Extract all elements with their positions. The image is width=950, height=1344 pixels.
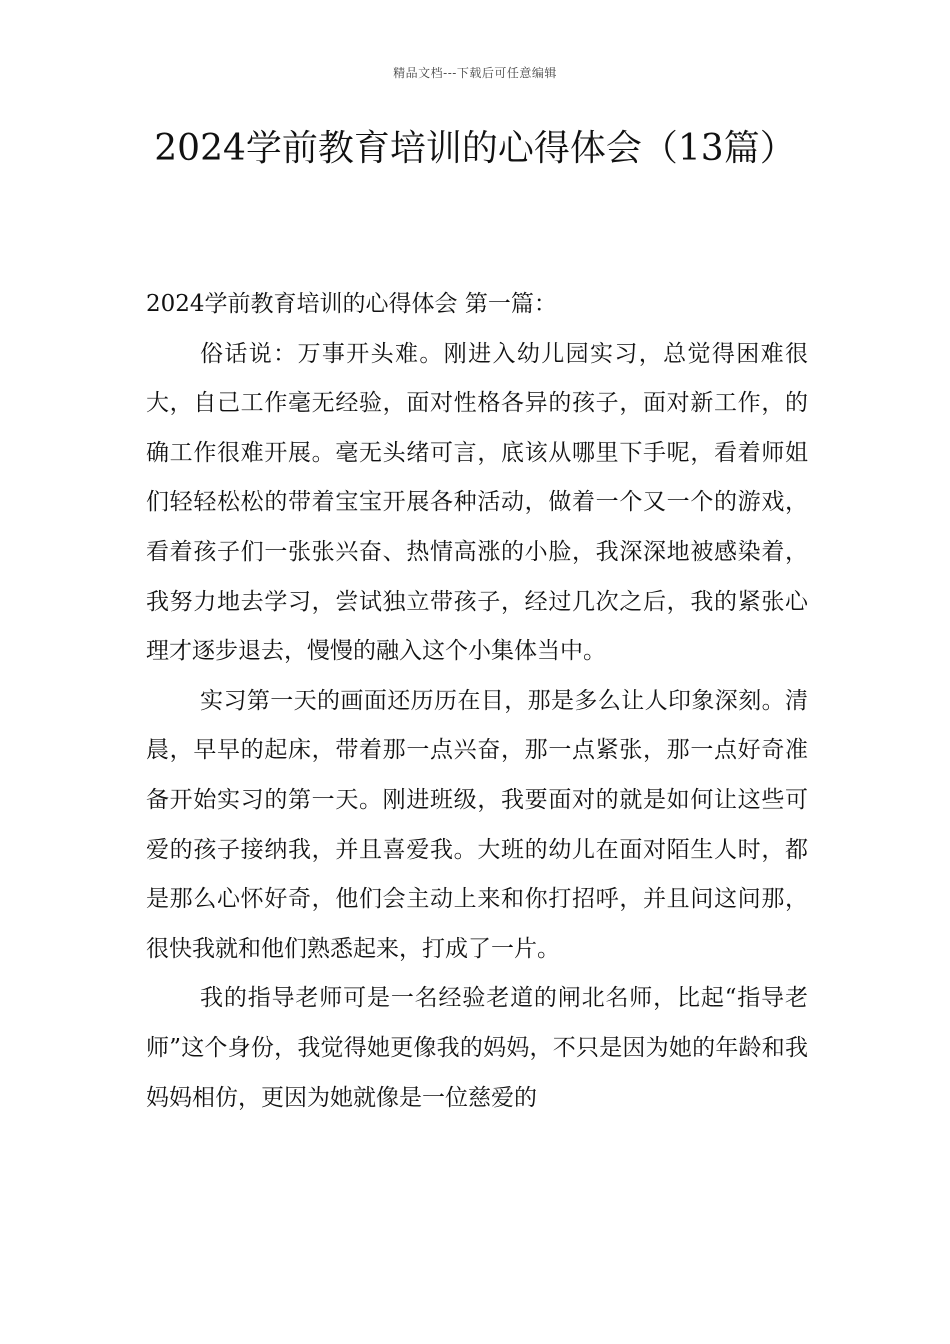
body-paragraph: 我的指导老师可是一名经验老道的闸北名师，比起“指导老师”这个身份，我觉得她更像我的妈妈，不只是因为她的年龄和我妈妈相仿，更因为她就像是一位慈爱的 bbox=[146, 985, 808, 1111]
document-body bbox=[146, 280, 808, 1123]
page-header-note: 精品文档---下载后可任意编辑 bbox=[393, 66, 557, 80]
body-paragraph: 实习第一天的画面还历历在目，那是多么让人印象深刻。清晨，早早的起床，带着那一点兴奋，那一点紧张，那一点好奇准备开始实习的第一天。刚进班级，我要面对的就是如何让这些可爱的孩子接纳我，并且喜爱我。大班的幼儿在面对陌生人时，都是那么心怀好奇，他们会主动上来和你打招呼，并且问这问那，很快我就和他们熟悉起来，打成了一片。 bbox=[146, 687, 808, 962]
body-paragraph: 俗话说：万事开头难。刚进入幼儿园实习，总觉得困难很大，自己工作毫无经验，面对性格各异的孩子，面对新工作，的确工作很难开展。毫无头绪可言，底该从哪里下手呢，看着师姐们轻轻松松的带着宝宝开展各种活动，做着一个又一个的游戏，看着孩子们一张张兴奋、热情高涨的小脸，我深深地被感染着，我努力地去学习，尝试独立带孩子，经过几次之后，我的紧张心理才逐步退去，慢慢的融入这个小集体当中。 bbox=[146, 340, 808, 665]
section-heading: 2024学前教育培训的心得体会 第一篇： bbox=[146, 291, 557, 317]
document-title: 2024学前教育培训的心得体会（13篇） bbox=[154, 128, 796, 169]
